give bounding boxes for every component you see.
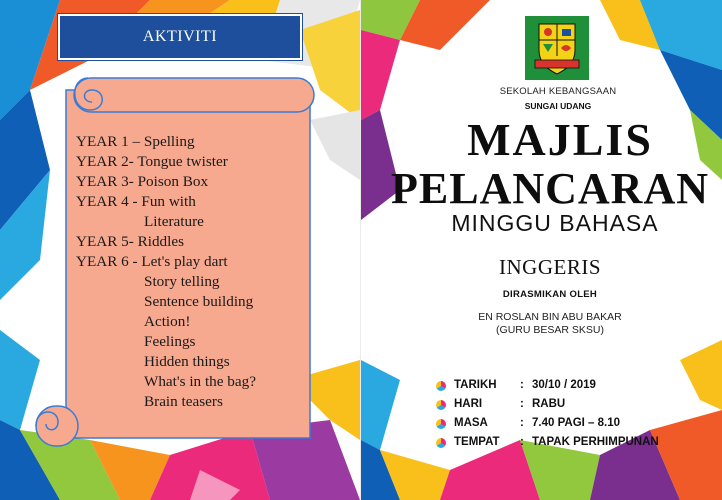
detail-value: TAPAK PERHIMPUNAN — [532, 436, 659, 448]
activity-item: YEAR 3- Poison Box — [76, 173, 209, 190]
activity-item: Feelings — [144, 333, 196, 350]
activity-list — [76, 132, 316, 412]
detail-value: 30/10 / 2019 — [532, 379, 596, 391]
activities-banner — [58, 14, 302, 60]
activity-item: Action! — [144, 313, 191, 330]
title-line-1: MAJLIS — [467, 114, 653, 165]
detail-colon: : — [520, 398, 524, 410]
detail-label: TEMPAT — [454, 436, 500, 448]
bullet-icon — [436, 400, 446, 410]
school-location: SUNGAI UDANG — [524, 101, 592, 111]
bullet-icon — [436, 381, 446, 391]
bullet-icon — [436, 438, 446, 448]
detail-colon: : — [520, 417, 524, 429]
activity-item: YEAR 6 - Let's play dart — [76, 253, 228, 270]
bullet-icon — [436, 419, 446, 429]
activity-item: YEAR 5- Riddles — [76, 233, 184, 250]
activity-item: Hidden things — [144, 353, 230, 370]
guest-role: (GURU BESAR SKSU) — [496, 324, 604, 336]
officiated-label: DIRASMIKAN OLEH — [502, 289, 598, 300]
event-details — [436, 376, 716, 452]
activity-item: Story telling — [144, 273, 220, 290]
school-crest-logo — [525, 16, 589, 80]
detail-label: HARI — [454, 398, 483, 410]
title-line-3: MINGGU BAHASA — [451, 210, 659, 236]
detail-value: 7.40 PAGI – 8.10 — [532, 417, 621, 429]
detail-row-date — [436, 376, 716, 395]
detail-row-venue — [436, 433, 716, 452]
activity-item: What's in the bag? — [144, 373, 256, 390]
guest-block — [440, 311, 660, 337]
detail-label: MASA — [454, 417, 488, 429]
detail-colon: : — [520, 379, 524, 391]
activity-item: YEAR 2- Tongue twister — [76, 153, 228, 170]
activities-heading: AKTIVITI — [142, 28, 218, 45]
detail-row-day — [436, 395, 716, 414]
activity-item: YEAR 4 - Fun with — [76, 193, 196, 210]
detail-row-time — [436, 414, 716, 433]
activity-item: YEAR 1 – Spelling — [76, 133, 195, 150]
page-fold — [360, 0, 361, 500]
school-name: SEKOLAH KEBANGSAAN — [499, 86, 617, 97]
guest-name: EN ROSLAN BIN ABU BAKAR — [478, 311, 622, 323]
activity-item: Sentence building — [144, 293, 254, 310]
detail-colon: : — [520, 436, 524, 448]
detail-label: TARIKH — [454, 379, 497, 391]
activity-item: Literature — [144, 213, 204, 230]
title-line-4: INGGERIS — [499, 255, 601, 279]
detail-value: RABU — [532, 398, 566, 410]
activity-item: Brain teasers — [144, 393, 223, 410]
title-line-2: PELANCARAN — [391, 164, 709, 213]
